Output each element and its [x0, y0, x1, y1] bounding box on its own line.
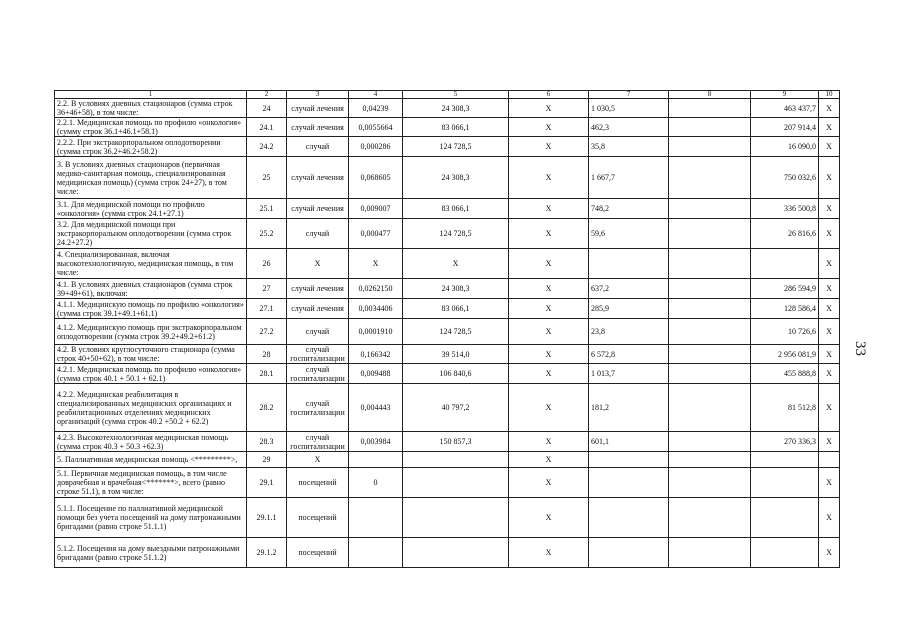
row-code-cell: 25.2	[247, 219, 287, 249]
table-row	[55, 452, 840, 468]
row-label-cell: 5.1. Первичная медицинская помощь, в том числе доврачебная и врачебная<*******>, всего (равно строке 51.1), в том числе:	[55, 468, 247, 498]
unit-cell: посещений	[287, 498, 349, 538]
per-capita-oms-cell: 601,1	[589, 432, 669, 452]
total-budget-cell	[669, 299, 751, 319]
row-label-cell: 4.1. В условиях дневных стационаров (сумма строк 39+49+61), включая:	[55, 279, 247, 299]
per-capita-oms-cell	[589, 498, 669, 538]
table-row	[55, 538, 840, 568]
share-cell: X	[819, 432, 840, 452]
per-capita-budget-cell: X	[509, 299, 589, 319]
cost-norm-cell	[403, 452, 509, 468]
total-budget-cell	[669, 199, 751, 219]
share-cell: X	[819, 279, 840, 299]
row-label-cell: 4.1.2. Медицинскую помощь при экстракорпоральном оплодотворении (сумма строк 39.2+49.2+61.2)	[55, 319, 247, 345]
cost-norm-cell: 150 857,3	[403, 432, 509, 452]
share-cell: X	[819, 384, 840, 432]
per-capita-budget-cell: X	[509, 118, 589, 137]
share-cell: X	[819, 118, 840, 137]
per-capita-budget-cell: X	[509, 279, 589, 299]
column-number: 9	[751, 91, 819, 99]
per-capita-budget-cell: X	[509, 538, 589, 568]
total-oms-cell: 10 726,6	[751, 319, 819, 345]
row-label-cell: 4.2.2. Медицинская реабилитация в специализированных медицинских организациях и реабилитационных отделениях медицинских организаций (сумма строк 40.2 +50.2 + 62.2)	[55, 384, 247, 432]
per-capita-oms-cell: 748,2	[589, 199, 669, 219]
table-row	[55, 384, 840, 432]
row-label-cell: 4.2. В условиях круглосуточного стационара (сумма строк 40+50+62), в том числе:	[55, 345, 247, 364]
share-cell: X	[819, 538, 840, 568]
unit-cell: случай госпитализации	[287, 384, 349, 432]
volume-norm-cell: 0,004443	[349, 384, 403, 432]
per-capita-budget-cell: X	[509, 319, 589, 345]
per-capita-oms-cell: 1 667,7	[589, 157, 669, 199]
row-code-cell: 25.1	[247, 199, 287, 219]
total-oms-cell: 16 090,0	[751, 137, 819, 157]
volume-norm-cell: 0,0055664	[349, 118, 403, 137]
unit-cell: случай лечения	[287, 99, 349, 118]
row-code-cell: 29.1	[247, 468, 287, 498]
unit-cell: случай	[287, 137, 349, 157]
table-row	[55, 432, 840, 452]
unit-cell: случай лечения	[287, 279, 349, 299]
unit-cell: случай лечения	[287, 157, 349, 199]
column-number: 1	[55, 91, 247, 99]
volume-norm-cell	[349, 498, 403, 538]
cost-norm-cell: X	[403, 249, 509, 279]
column-number: 3	[287, 91, 349, 99]
table-row	[55, 498, 840, 538]
per-capita-budget-cell: X	[509, 345, 589, 364]
funding-table	[54, 90, 840, 568]
volume-norm-cell: 0,000286	[349, 137, 403, 157]
share-cell	[819, 452, 840, 468]
row-label-cell: 5.1.1. Посещение по паллиативной медицинской помощи без учета посещений на дому патронажными бригадами (равно строке 51.1.1)	[55, 498, 247, 538]
share-cell: X	[819, 137, 840, 157]
table-row	[55, 364, 840, 384]
row-code-cell: 24.1	[247, 118, 287, 137]
total-oms-cell	[751, 452, 819, 468]
total-oms-cell: 81 512,8	[751, 384, 819, 432]
total-oms-cell	[751, 498, 819, 538]
total-oms-cell: 463 437,7	[751, 99, 819, 118]
per-capita-budget-cell: X	[509, 199, 589, 219]
per-capita-oms-cell: 637,2	[589, 279, 669, 299]
cost-norm-cell: 106 840,6	[403, 364, 509, 384]
per-capita-oms-cell: 6 572,8	[589, 345, 669, 364]
table-row	[55, 279, 840, 299]
row-label-cell: 2.2. В условиях дневных стационаров (сумма строк 36+46+58), в том числе:	[55, 99, 247, 118]
row-label-cell: 5.1.2. Посещения на дому выездными патронажными бригадами (равно строке 51.1.2)	[55, 538, 247, 568]
row-code-cell: 27.1	[247, 299, 287, 319]
unit-cell: X	[287, 249, 349, 279]
total-oms-cell	[751, 538, 819, 568]
unit-cell: случай лечения	[287, 199, 349, 219]
row-code-cell: 28	[247, 345, 287, 364]
total-oms-cell: 128 586,4	[751, 299, 819, 319]
per-capita-oms-cell: 1 013,7	[589, 364, 669, 384]
row-label-cell: 4.1.1. Медицинскую помощь по профилю «онкология» (сумма строк 39.1+49.1+61.1)	[55, 299, 247, 319]
row-label-cell: 4.2.3. Высокотехнологичная медицинская помощь (сумма строк 40.3 + 50.3 +62.3)	[55, 432, 247, 452]
unit-cell: случай госпитализации	[287, 345, 349, 364]
volume-norm-cell: 0,0034406	[349, 299, 403, 319]
column-number-row	[55, 91, 840, 99]
table-row	[55, 319, 840, 345]
total-oms-cell: 207 914,4	[751, 118, 819, 137]
row-label-cell: 4.2.1. Медицинская помощь по профилю «онкология» (сумма строк 40.1 + 50.1 + 62.1)	[55, 364, 247, 384]
total-oms-cell: 26 816,6	[751, 219, 819, 249]
per-capita-oms-cell: 285,9	[589, 299, 669, 319]
unit-cell: посещений	[287, 538, 349, 568]
per-capita-oms-cell: 35,8	[589, 137, 669, 157]
total-budget-cell	[669, 538, 751, 568]
total-budget-cell	[669, 432, 751, 452]
per-capita-oms-cell: 23,8	[589, 319, 669, 345]
share-cell: X	[819, 157, 840, 199]
unit-cell: случай лечения	[287, 118, 349, 137]
row-label-cell: 3.2. Для медицинской помощи при экстракорпоральном оплодотворении (сумма строк 24.2+27.2)	[55, 219, 247, 249]
volume-norm-cell: 0,0262150	[349, 279, 403, 299]
per-capita-budget-cell: X	[509, 157, 589, 199]
total-oms-cell	[751, 249, 819, 279]
row-label-cell: 3. В условиях дневных стационаров (первичная медико-санитарная помощь, специализированная медицинская помощь) (сумма строк 24+27), в том числе:	[55, 157, 247, 199]
per-capita-budget-cell: X	[509, 364, 589, 384]
cost-norm-cell	[403, 538, 509, 568]
row-code-cell: 27.2	[247, 319, 287, 345]
cost-norm-cell: 39 514,0	[403, 345, 509, 364]
share-cell: X	[819, 249, 840, 279]
per-capita-oms-cell: 59,6	[589, 219, 669, 249]
table-row	[55, 118, 840, 137]
cost-norm-cell: 124 728,5	[403, 137, 509, 157]
per-capita-budget-cell: X	[509, 137, 589, 157]
cost-norm-cell	[403, 498, 509, 538]
per-capita-oms-cell: 462,3	[589, 118, 669, 137]
cost-norm-cell: 83 066,1	[403, 199, 509, 219]
column-number: 10	[819, 91, 840, 99]
volume-norm-cell: 0,0001910	[349, 319, 403, 345]
column-number: 8	[669, 91, 751, 99]
row-code-cell: 26	[247, 249, 287, 279]
per-capita-budget-cell: X	[509, 432, 589, 452]
per-capita-oms-cell	[589, 249, 669, 279]
per-capita-oms-cell	[589, 468, 669, 498]
unit-cell: случай госпитализации	[287, 364, 349, 384]
per-capita-budget-cell: X	[509, 99, 589, 118]
cost-norm-cell: 124 728,5	[403, 219, 509, 249]
total-oms-cell: 750 032,6	[751, 157, 819, 199]
total-budget-cell	[669, 345, 751, 364]
volume-norm-cell: 0,009007	[349, 199, 403, 219]
volume-norm-cell: 0,009488	[349, 364, 403, 384]
share-cell: X	[819, 319, 840, 345]
cost-norm-cell: 124 728,5	[403, 319, 509, 345]
share-cell: X	[819, 498, 840, 538]
total-oms-cell: 455 888,8	[751, 364, 819, 384]
total-budget-cell	[669, 219, 751, 249]
row-code-cell: 27	[247, 279, 287, 299]
cost-norm-cell: 24 308,3	[403, 279, 509, 299]
total-budget-cell	[669, 498, 751, 538]
cost-norm-cell: 83 066,1	[403, 299, 509, 319]
total-budget-cell	[669, 384, 751, 432]
table-row	[55, 99, 840, 118]
table-row	[55, 219, 840, 249]
total-oms-cell: 2 956 081,9	[751, 345, 819, 364]
total-budget-cell	[669, 118, 751, 137]
column-number: 6	[509, 91, 589, 99]
row-code-cell: 24.2	[247, 137, 287, 157]
per-capita-budget-cell: X	[509, 452, 589, 468]
total-budget-cell	[669, 364, 751, 384]
row-label-cell: 2.2.1. Медицинская помощь по профилю «онкология» (сумму строк 36.1+46.1+58.1)	[55, 118, 247, 137]
cost-norm-cell: 40 797,2	[403, 384, 509, 432]
column-number: 4	[349, 91, 403, 99]
cost-norm-cell: 83 066,1	[403, 118, 509, 137]
total-budget-cell	[669, 468, 751, 498]
row-label-cell: 5. Паллиативная медицинская помощь <*********>,	[55, 452, 247, 468]
table-row	[55, 199, 840, 219]
volume-norm-cell: 0,166342	[349, 345, 403, 364]
volume-norm-cell: 0,04239	[349, 99, 403, 118]
volume-norm-cell	[349, 538, 403, 568]
per-capita-oms-cell	[589, 538, 669, 568]
unit-cell: случай	[287, 319, 349, 345]
volume-norm-cell: 0,003984	[349, 432, 403, 452]
volume-norm-cell: 0	[349, 468, 403, 498]
table-row	[55, 468, 840, 498]
share-cell: X	[819, 364, 840, 384]
total-budget-cell	[669, 279, 751, 299]
unit-cell: случай госпитализации	[287, 432, 349, 452]
cost-norm-cell: 24 308,3	[403, 157, 509, 199]
row-label-cell: 3.1. Для медицинской помощи по профилю «онкология» (сумма строк 24.1+27.1)	[55, 199, 247, 219]
cost-norm-cell: 24 308,3	[403, 99, 509, 118]
per-capita-budget-cell: X	[509, 498, 589, 538]
row-code-cell: 28.1	[247, 364, 287, 384]
page-number: 33	[852, 341, 868, 356]
total-budget-cell	[669, 99, 751, 118]
total-budget-cell	[669, 249, 751, 279]
total-oms-cell: 286 594,9	[751, 279, 819, 299]
total-budget-cell	[669, 157, 751, 199]
total-budget-cell	[669, 319, 751, 345]
row-code-cell: 29.1.1	[247, 498, 287, 538]
row-label-cell: 4. Специализированная, включая высокотехнологичную, медицинская помощь, в том числе:	[55, 249, 247, 279]
table-row	[55, 299, 840, 319]
total-oms-cell: 270 336,3	[751, 432, 819, 452]
per-capita-budget-cell: X	[509, 384, 589, 432]
table-row	[55, 137, 840, 157]
row-code-cell: 28.2	[247, 384, 287, 432]
share-cell: X	[819, 299, 840, 319]
total-budget-cell	[669, 137, 751, 157]
share-cell: X	[819, 219, 840, 249]
row-code-cell: 28.3	[247, 432, 287, 452]
per-capita-oms-cell	[589, 452, 669, 468]
table-row	[55, 345, 840, 364]
total-oms-cell: 336 500,8	[751, 199, 819, 219]
column-number: 7	[589, 91, 669, 99]
share-cell: X	[819, 99, 840, 118]
unit-cell: случай	[287, 219, 349, 249]
share-cell: X	[819, 199, 840, 219]
total-budget-cell	[669, 452, 751, 468]
column-number: 2	[247, 91, 287, 99]
volume-norm-cell: 0,000477	[349, 219, 403, 249]
per-capita-budget-cell: X	[509, 249, 589, 279]
row-label-cell: 2.2.2. При экстракорпоральном оплодотворении (сумма строк 36.2+46.2+58.2)	[55, 137, 247, 157]
volume-norm-cell: 0,068605	[349, 157, 403, 199]
share-cell: X	[819, 345, 840, 364]
cost-norm-cell	[403, 468, 509, 498]
row-code-cell: 29	[247, 452, 287, 468]
row-code-cell: 25	[247, 157, 287, 199]
unit-cell: X	[287, 452, 349, 468]
table-row	[55, 249, 840, 279]
per-capita-oms-cell: 1 030,5	[589, 99, 669, 118]
total-oms-cell	[751, 468, 819, 498]
row-code-cell: 24	[247, 99, 287, 118]
row-code-cell: 29.1.2	[247, 538, 287, 568]
share-cell: X	[819, 468, 840, 498]
unit-cell: случай лечения	[287, 299, 349, 319]
per-capita-budget-cell: X	[509, 219, 589, 249]
table-row	[55, 157, 840, 199]
volume-norm-cell: X	[349, 249, 403, 279]
volume-norm-cell	[349, 452, 403, 468]
per-capita-budget-cell: X	[509, 468, 589, 498]
per-capita-oms-cell: 181,2	[589, 384, 669, 432]
unit-cell: посещений	[287, 468, 349, 498]
column-number: 5	[403, 91, 509, 99]
